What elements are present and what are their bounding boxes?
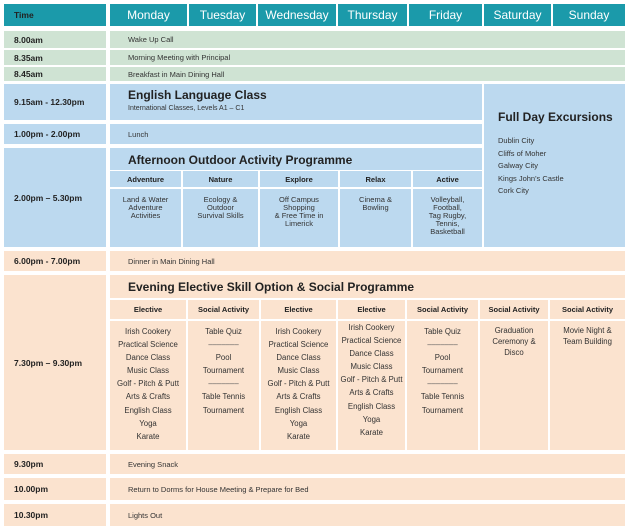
elective-item: English Class	[347, 401, 396, 411]
elective-item: Golf - Pitch & Putt	[340, 375, 403, 385]
afternoon-cell-nature	[183, 189, 258, 247]
header-day-saturday: Saturday	[484, 4, 551, 26]
elective-item: English Class	[274, 405, 323, 415]
elective-item: Yoga	[362, 414, 381, 424]
social-item: Pool	[434, 353, 451, 363]
evening-cell-wednesday	[261, 321, 336, 450]
cell-line: Activities	[130, 211, 161, 220]
elective-item: Music Class	[350, 362, 393, 372]
header-time: Time	[4, 4, 106, 26]
elective-item: Irish Cookery	[348, 323, 395, 332]
elective-item: Practical Science	[118, 340, 178, 350]
time-cell: 8.35am	[4, 50, 106, 65]
social-item: Pool	[215, 353, 232, 363]
cell-line: Cinema &	[359, 195, 392, 204]
elective-item: Karate	[360, 427, 383, 437]
afternoon-cell-adventure	[110, 189, 181, 247]
cell-line: Bowling	[362, 203, 389, 212]
afternoon-cell-relax	[340, 189, 411, 247]
elective-item: Dance Class	[125, 353, 171, 363]
elective-item: Karate	[287, 431, 310, 441]
elective-item: Dance Class	[349, 349, 394, 359]
social-item: Tournament	[421, 366, 464, 376]
elective-item: Arts & Crafts	[125, 392, 171, 402]
evening-col-header: Elective	[110, 300, 186, 319]
excursion-item: Galway City	[498, 161, 539, 170]
activity-breakfast: Breakfast in Main Dining Hall	[110, 67, 625, 81]
social-item: Movie Night &	[563, 326, 612, 335]
separator-line: –––––––	[208, 340, 239, 350]
afternoon-title-bar	[110, 148, 482, 170]
english-class-block	[110, 84, 482, 120]
social-item: Tournament	[202, 366, 245, 376]
elective-item: Arts & Crafts	[276, 392, 321, 402]
excursion-item: Cliffs of Moher	[498, 148, 547, 158]
evening-col-header: Social Activity	[407, 300, 478, 319]
afternoon-col-header: Relax	[340, 171, 411, 187]
afternoon-cell-explore	[260, 189, 338, 247]
activity-dinner: Dinner in Main Dining Hall	[110, 251, 625, 271]
evening-title-bar	[110, 275, 625, 298]
elective-item: Irish Cookery	[125, 327, 171, 336]
elective-item: Music Class	[126, 366, 170, 376]
evening-col-header: Elective	[338, 300, 405, 319]
cell-line: Land & Water	[122, 195, 169, 204]
excursions-title: Full Day Excursions	[498, 110, 613, 124]
elective-item: Dance Class	[276, 353, 321, 363]
social-item: Tournament	[202, 405, 245, 415]
cell-line: Volleyball,	[430, 195, 465, 204]
time-cell: 6.00pm - 7.00pm	[4, 251, 106, 271]
cell-line: Outdoor	[206, 203, 235, 212]
activity-lunch: Lunch	[110, 124, 482, 144]
evening-col-header: Social Activity	[188, 300, 259, 319]
excursion-item: Kings John's Castle	[498, 173, 564, 183]
elective-item: Irish Cookery	[275, 327, 322, 336]
evening-cell-tuesday	[188, 321, 259, 450]
social-item: Tournament	[421, 405, 464, 415]
time-cell: 10.00pm	[4, 478, 106, 500]
activity-morning-meeting: Morning Meeting with Principal	[110, 50, 625, 65]
evening-col-header: Elective	[261, 300, 336, 319]
activity-return-to-dorms: Return to Dorms for House Meeting & Prepare for Bed	[110, 478, 625, 500]
afternoon-col-header: Adventure	[110, 171, 181, 187]
social-item: Table Tennis	[201, 392, 246, 402]
social-item: Table Tennis	[420, 392, 465, 402]
excursions-list	[498, 135, 564, 198]
separator-line: –––––––	[427, 340, 458, 350]
cell-line: Ecology &	[203, 195, 238, 204]
social-item: Team Building	[563, 337, 612, 346]
english-class-title: English Language Class	[128, 88, 267, 102]
elective-item: English Class	[124, 405, 172, 415]
afternoon-title: Afternoon Outdoor Activity Programme	[128, 153, 353, 167]
evening-cell-sunday	[550, 321, 625, 450]
cell-line: Adventure	[128, 203, 163, 212]
time-cell: 9.30pm	[4, 454, 106, 474]
english-class-subtitle: International Classes, Levels A1 – C1	[128, 105, 245, 112]
afternoon-col-header: Nature	[183, 171, 258, 187]
header-day-friday: Friday	[409, 4, 482, 26]
excursion-item: Cork City	[498, 186, 529, 195]
elective-item: Golf - Pitch & Putt	[267, 379, 330, 389]
time-cell: 7.30pm – 9.30pm	[4, 275, 106, 450]
evening-col-header: Social Activity	[550, 300, 625, 319]
time-cell: 1.00pm - 2.00pm	[4, 124, 106, 144]
evening-title: Evening Elective Skill Option & Social Programme	[128, 280, 415, 294]
elective-item: Golf - Pitch & Putt	[117, 379, 179, 389]
social-item: Disco	[504, 348, 524, 357]
cell-line: Basketball	[430, 227, 465, 236]
evening-col-header: Social Activity	[480, 300, 548, 319]
header-day-thursday: Thursday	[338, 4, 407, 26]
header-day-tuesday: Tuesday	[189, 4, 256, 26]
elective-item: Arts & Crafts	[349, 388, 394, 398]
time-cell: 2.00pm – 5.30pm	[4, 148, 106, 247]
excursions-block	[484, 84, 625, 247]
time-cell: 10.30pm	[4, 504, 106, 526]
cell-line: Tennis,	[435, 219, 460, 228]
time-cell: 8.00am	[4, 31, 106, 48]
excursion-item: Dublin City	[498, 136, 535, 145]
elective-item: Karate	[136, 431, 160, 441]
evening-cell-saturday	[480, 321, 548, 450]
elective-item: Practical Science	[268, 340, 329, 350]
time-cell: 9.15am - 12.30pm	[4, 84, 106, 120]
afternoon-cell-active	[413, 189, 482, 247]
social-item: Table Quiz	[205, 327, 242, 336]
social-item: Ceremony &	[492, 337, 536, 346]
cell-line: Tag Rugby,	[428, 211, 467, 220]
cell-line: & Free Time in	[274, 211, 324, 220]
afternoon-col-header: Explore	[260, 171, 338, 187]
separator-line: –––––––	[427, 379, 458, 389]
cell-line: Survival Skills	[197, 211, 244, 220]
evening-cell-thursday	[338, 321, 405, 450]
evening-cell-monday	[110, 321, 186, 450]
cell-line: Shopping	[283, 203, 315, 212]
header-day-sunday: Sunday	[553, 4, 625, 26]
activity-evening-snack: Evening Snack	[110, 454, 625, 474]
afternoon-col-header: Active	[413, 171, 482, 187]
activity-lights-out: Lights Out	[110, 504, 625, 526]
social-item: Table Quiz	[424, 327, 461, 336]
elective-item: Yoga	[139, 418, 157, 428]
elective-item: Music Class	[277, 366, 320, 376]
evening-cell-friday	[407, 321, 478, 450]
time-cell: 8.45am	[4, 67, 106, 81]
social-item: Graduation	[494, 326, 534, 335]
elective-item: Practical Science	[341, 336, 402, 346]
separator-line: –––––––	[208, 379, 239, 389]
cell-line: Football,	[433, 203, 462, 212]
header-day-monday: Monday	[110, 4, 187, 26]
cell-line: Off Campus	[279, 195, 319, 204]
header-day-wednesday: Wednesday	[258, 4, 336, 26]
cell-line: Limerick	[285, 219, 313, 228]
activity-wake-up: Wake Up Call	[110, 31, 625, 48]
elective-item: Yoga	[289, 418, 308, 428]
